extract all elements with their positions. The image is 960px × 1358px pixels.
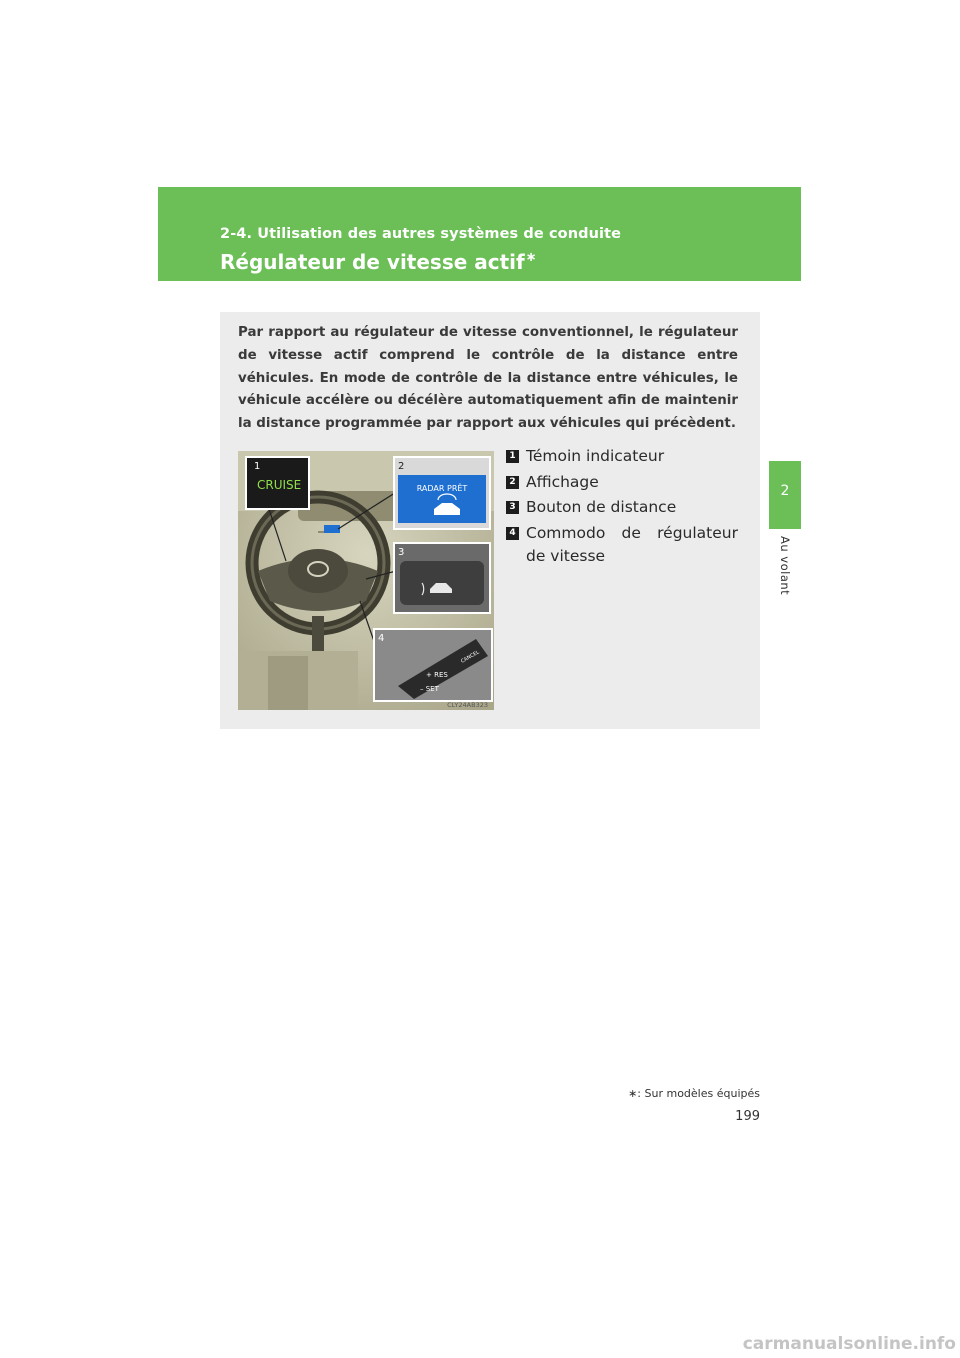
steering-wheel-illustration (238, 451, 494, 710)
page-title (220, 250, 537, 274)
radar-display-text: RADAR PRÊT (416, 484, 468, 493)
section-title: 2-4. Utilisation des autres systèmes de conduite (220, 226, 622, 242)
footnote: ∗: Sur modèles équipés (628, 1087, 760, 1100)
chapter-number: 2 (780, 483, 790, 499)
legend-marker: 3 (506, 501, 519, 514)
legend-label: Bouton de distance (526, 498, 677, 516)
callout-2-label: 2 (398, 461, 405, 472)
callout-3-label: 3 (398, 547, 405, 558)
legend-item (506, 496, 738, 519)
intro-box (220, 312, 760, 729)
asterisk-mark: ∗ (525, 250, 537, 265)
chapter-tab (769, 461, 801, 529)
callout-1-label: 1 (254, 461, 261, 472)
lever-cancel-label: CANCEL (460, 649, 481, 665)
chapter-label: Au volant (778, 536, 792, 596)
illustration-svg (238, 451, 494, 710)
lever-res-label: + RES (426, 671, 448, 679)
figure-code: CLY24AB323 (447, 701, 488, 709)
legend-label: Témoin indicateur (526, 447, 665, 465)
legend-marker: 1 (506, 450, 519, 463)
lever-set-label: – SET (420, 685, 439, 693)
legend-list (506, 445, 738, 570)
cruise-indicator-text: CRUISE (257, 478, 302, 492)
watermark: carmanualsonline.info (742, 1334, 956, 1354)
legend-label: Affichage (526, 472, 599, 491)
page-title-text: Régulateur de vitesse actif (220, 250, 525, 274)
legend-item (506, 445, 738, 468)
legend-marker: 4 (506, 527, 519, 540)
legend-item (506, 522, 738, 568)
intro-paragraph: Par rapport au régulateur de vitesse conventionnel, le régulateur de vitesse actif comprend le contrôle de la distance entre véhicules. En mode de contrôle de la distance entre véhicules, le véhicule accélère ou décélère automatiquement afin de maintenir la distance programmée par rapport aux véhicules qui précèdent. (238, 325, 738, 432)
legend-label: Commodo de régulateur de vitesse (526, 523, 738, 565)
callout-4-label: 4 (378, 633, 385, 644)
legend-item (506, 471, 738, 494)
page-number: 199 (735, 1109, 760, 1124)
legend-marker: 2 (506, 476, 519, 489)
